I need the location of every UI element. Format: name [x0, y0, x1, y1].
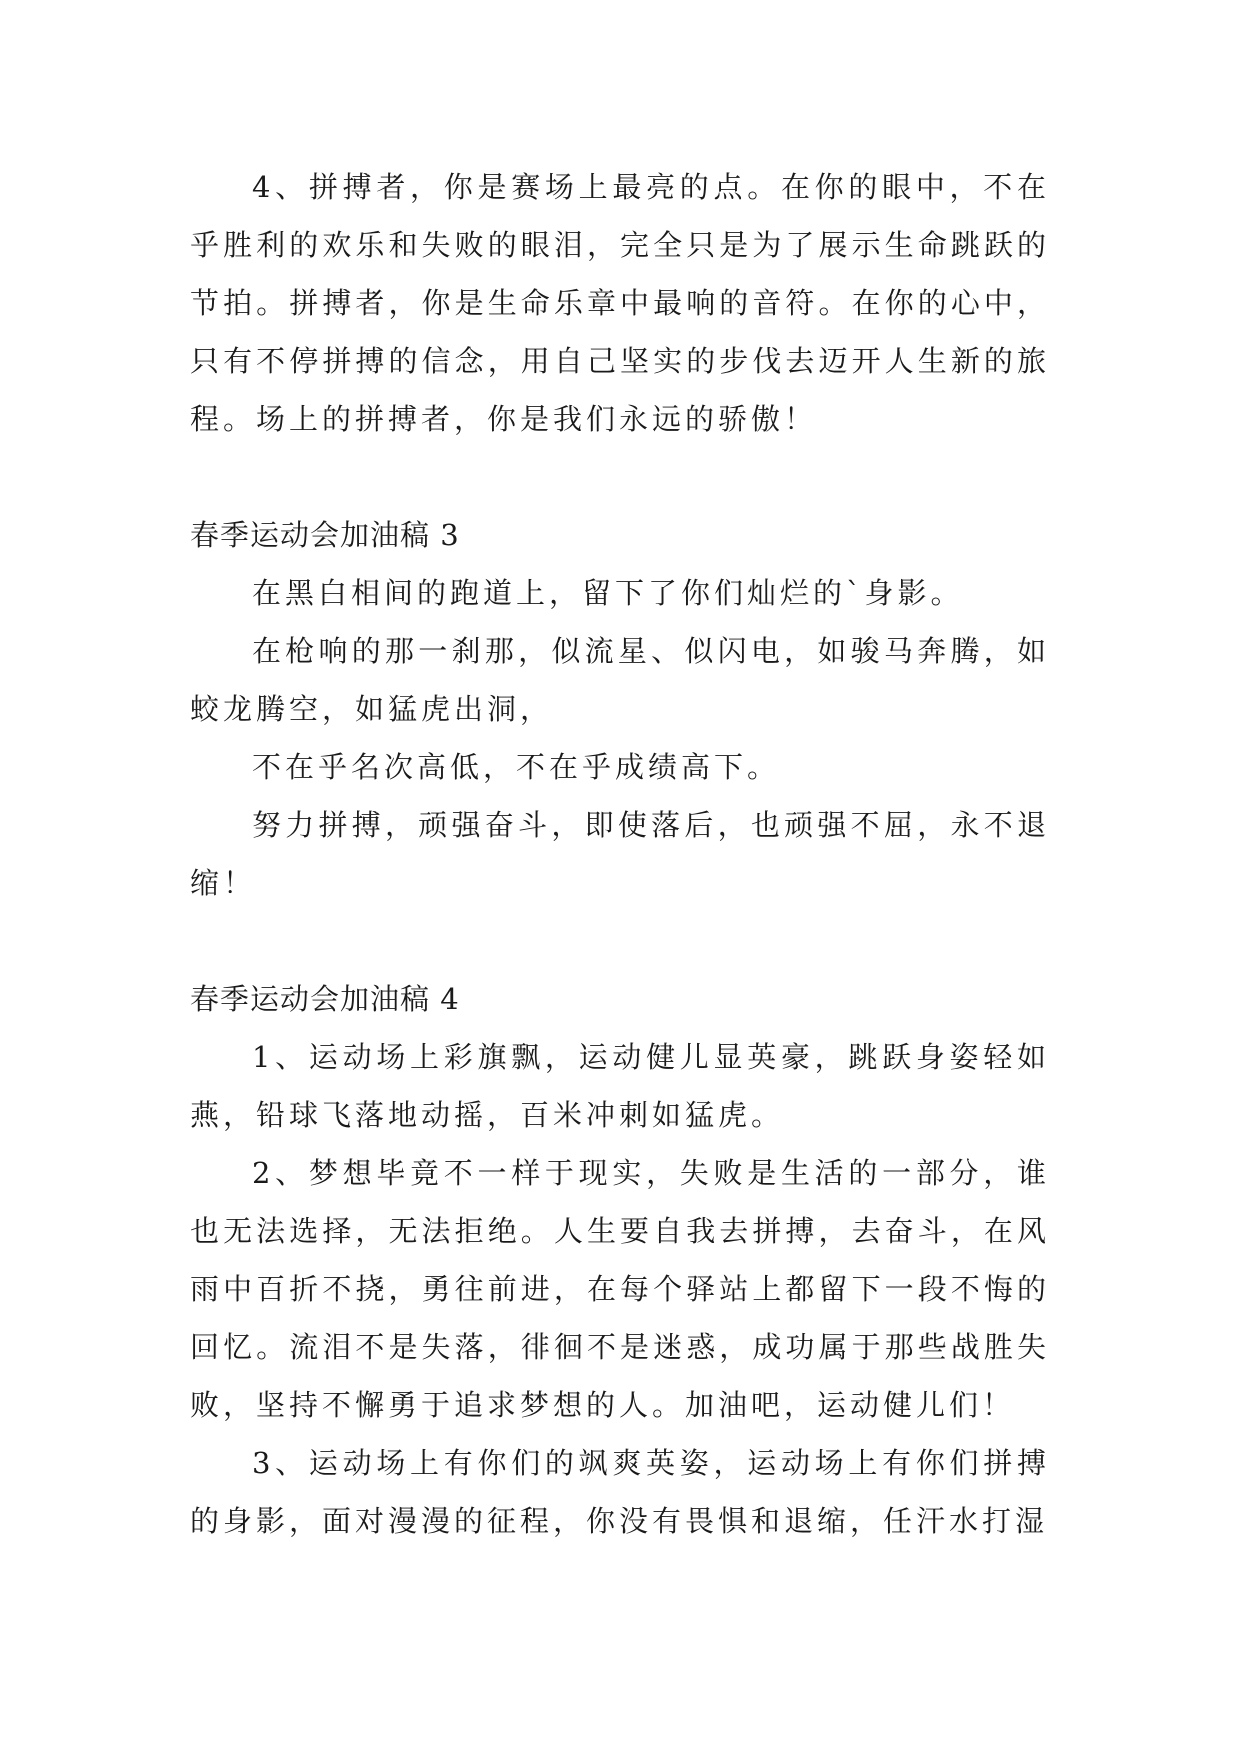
section-3-paragraph-1: 在黑白相间的跑道上，留下了你们灿烂的`身影。 [252, 576, 964, 610]
section-4-title: 春季运动会加油稿 4 [190, 982, 460, 1016]
paragraph-intro-4: 4、拼搏者，你是赛场上最亮的点。在你的眼中，不在乎胜利的欢乐和失败的眼泪，完全只是为了展示生命跳跃的节拍。拼搏者，你是生命乐章中最响的音符。在你的心中，只有不停拼搏的信念，用自己坚实的步伐去迈开人生新的旅程。场上的拼搏者，你是我们永远的骄傲！ [190, 170, 1050, 436]
document-page [190, 158, 1050, 1550]
section-3-paragraph-2: 在枪响的那一刹那，似流星、似闪电，如骏马奔腾，如蛟龙腾空，如猛虎出洞， [190, 634, 1050, 726]
section-gap [190, 912, 1050, 970]
section-3-paragraph-3: 不在乎名次高低，不在乎成绩高下。 [252, 750, 781, 784]
section-3-paragraph-4: 努力拼搏，顽强奋斗，即使落后，也顽强不屈，永不退缩！ [190, 808, 1050, 900]
section-4-paragraph-1: 1、运动场上彩旗飘，运动健儿显英豪，跳跃身姿轻如燕，铅球飞落地动摇，百米冲刺如猛虎。 [190, 1040, 1050, 1132]
section-4-paragraph-2: 2、梦想毕竟不一样于现实，失败是生活的一部分，谁也无法选择，无法拒绝。人生要自我去拼搏，去奋斗，在风雨中百折不挠，勇往前进，在每个驿站上都留下一段不悔的回忆。流泪不是失落，徘徊不是迷惑，成功属于那些战胜失败，坚持不懈勇于追求梦想的人。加油吧，运动健儿们！ [190, 1156, 1050, 1422]
section-4-paragraph-3: 3、运动场上有你们的飒爽英姿，运动场上有你们拼搏的身影，面对漫漫的征程，你没有畏惧和退缩，任汗水打湿 [190, 1446, 1050, 1538]
section-3-title: 春季运动会加油稿 3 [190, 518, 460, 552]
section-gap [190, 448, 1050, 506]
